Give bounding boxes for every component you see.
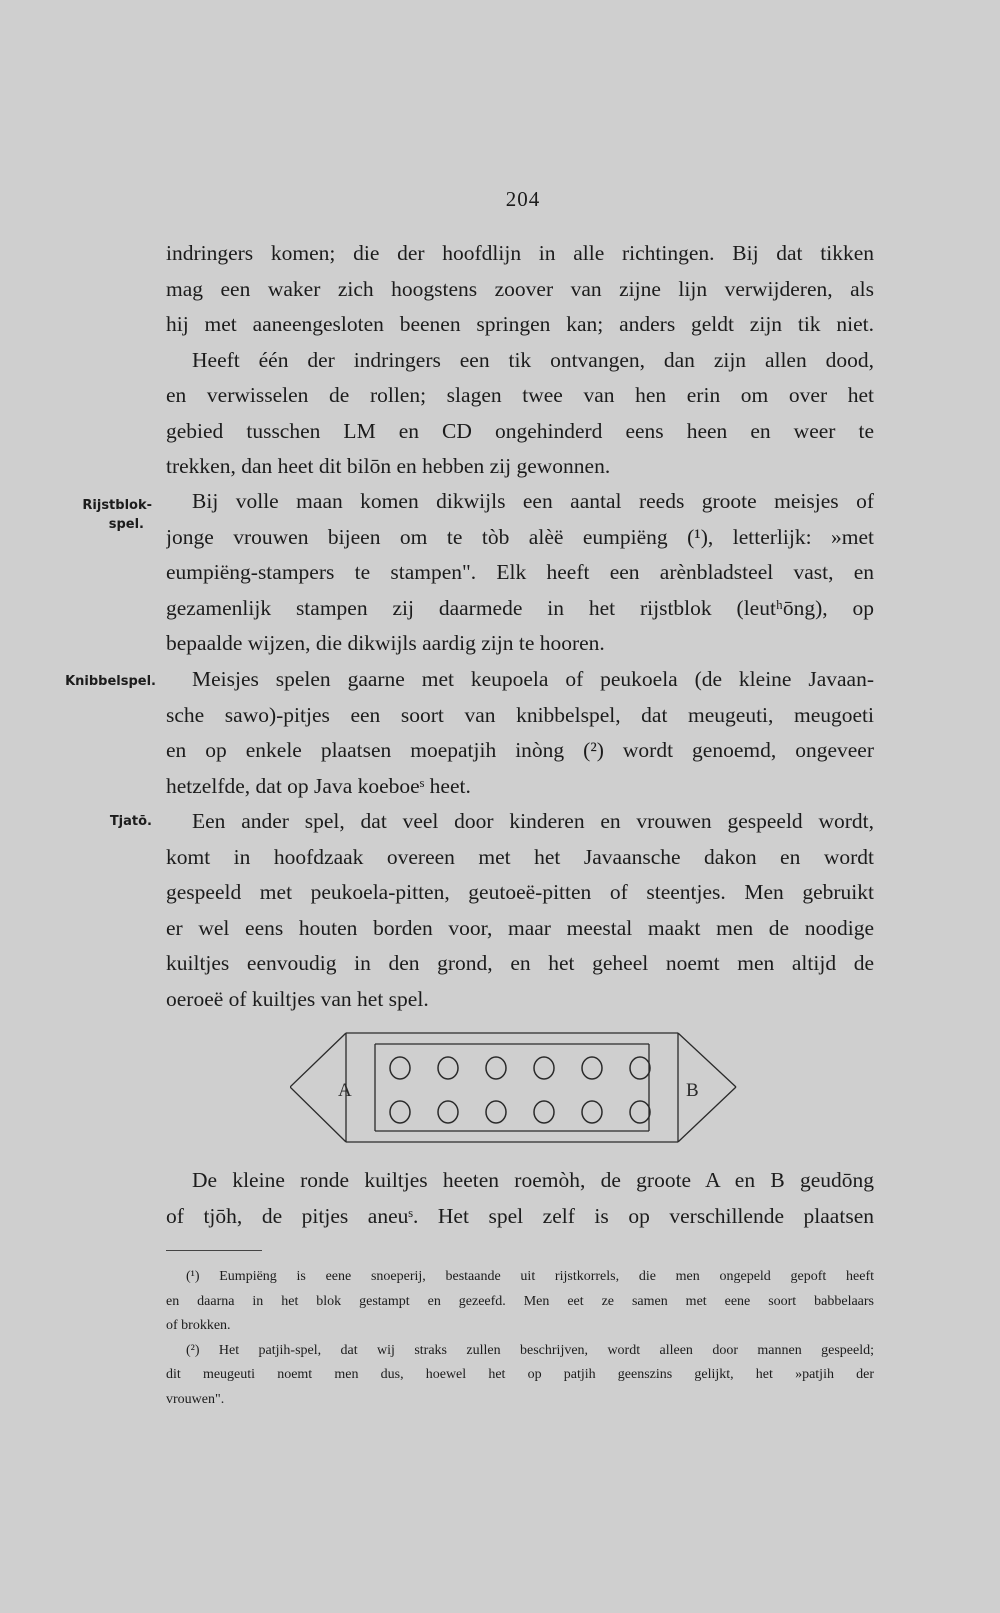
paragraph-4 (166, 804, 874, 1017)
board-outline (290, 1033, 736, 1142)
margin-note-tjato: Tjatō. (109, 814, 152, 829)
text-line: kuiltjes eenvoudig in den grond, en het geheel noemt men altijd de (166, 951, 874, 975)
paragraph-3 (166, 662, 874, 804)
board-hole (390, 1057, 410, 1079)
text-line: Meisjes spelen gaarne met keupoela of peukoela (de kleine Javaan- (192, 667, 874, 691)
footnote-line: vrouwen". (166, 1391, 225, 1407)
board-hole (438, 1101, 458, 1123)
dakon-board-figure (290, 1030, 740, 1145)
footnote-line: (²) Het patjih-spel, dat wij straks zullen beschrijven, wordt alleen door mannen gespeeld; (186, 1342, 874, 1358)
text-line: gebied tusschen LM en CD ongehinderd eens heen en weer te (166, 418, 874, 443)
paragraph-1 (166, 236, 874, 485)
text-line: of tjōh, de pitjes aneuˢ. Het spel zelf is op verschillende plaatsen (166, 1203, 874, 1228)
text-line: Een ander spel, dat veel door kinderen en vrouwen gespeeld wordt, (192, 809, 874, 833)
paragraph-2 (166, 484, 874, 662)
board-hole (582, 1101, 602, 1123)
board-hole (582, 1057, 602, 1079)
text-line: hij met aaneengesloten beenen springen kan; anders geldt zijn tik niet. (166, 312, 874, 336)
text-line: trekken, dan heet dit bilōn en hebben zij gewonnen. (166, 454, 611, 478)
paragraph-5 (166, 1163, 874, 1234)
text-line: De kleine ronde kuiltjes heeten roemòh, de groote A en B geudōng (192, 1168, 874, 1192)
text-line: jonge vrouwen bijeen om te tòb alèë eumpiëng (¹), letterlijk: »met (166, 524, 874, 549)
footnote-line: en daarna in het blok gestampt en gezeefd. Men eet ze samen met eene soort babbelaars (166, 1293, 874, 1309)
text-line: Heeft één der indringers een tik ontvangen, dan zijn allen dood, (192, 347, 874, 372)
footnote-line: (¹) Eumpiëng is eene snoeperij, bestaande uit rijstkorrels, die men ongepeld gepoft heeft (186, 1269, 874, 1284)
board-left-point-top (290, 1033, 346, 1087)
text-line: gespeeld met peukoela-pitten, geutoeë-pitten of steentjes. Men gebruikt (166, 880, 874, 904)
board-hole (390, 1101, 410, 1123)
margin-note-rijstblok (40, 496, 152, 534)
board-hole (438, 1057, 458, 1079)
text-line: gezamenlijk stampen zij daarmede in het rijstblok (leutʰōng), op (166, 595, 874, 620)
text-line: oeroeë of kuiltjes van het spel. (166, 986, 429, 1011)
text-line: en op enkele plaatsen moepatjih inòng (²) wordt genoemd, ongeveer (166, 738, 874, 762)
margin-note-rijstblok-line2: spel. (108, 517, 144, 532)
store-label-b: B (686, 1080, 699, 1101)
board-hole (486, 1057, 506, 1079)
text-line: sche sawo)-pitjes een soort van knibbelspel, dat meugeuti, meugoeti (166, 702, 874, 727)
board-hole (486, 1101, 506, 1123)
text-line: komt in hoofdzaak overeen met het Javaansche dakon en wordt (166, 844, 874, 869)
footnote-line: of brokken. (166, 1318, 231, 1333)
text-line: bepaalde wijzen, die dikwijls aardig zijn te hooren. (166, 631, 605, 655)
text-line: en verwisselen de rollen; slagen twee van hen erin om over het (166, 383, 874, 407)
text-line: hetzelfde, dat op Java koeboeˢ heet. (166, 773, 471, 798)
store-label-a: A (338, 1080, 352, 1101)
footnote-rule (166, 1250, 262, 1251)
footnotes (166, 1265, 874, 1412)
margin-note-knibbelspel: Knibbelspel. (65, 674, 156, 689)
board-hole (630, 1057, 650, 1079)
margin-note-rijstblok-line1: Rijstblok- (82, 498, 152, 513)
text-line: mag een waker zich hoogstens zoover van zijne lijn verwijderen, als (166, 276, 874, 301)
page-number: 204 (505, 187, 541, 211)
footnote-line: dit meugeuti noemt men dus, hoewel het op patjih geenszins gelijkt, het »patjih der (166, 1367, 874, 1382)
board-hole (630, 1101, 650, 1123)
text-line: indringers komen; die der hoofdlijn in alle richtingen. Bij dat tikken (166, 241, 874, 265)
text-line: Bij volle maan komen dikwijls een aantal reeds groote meisjes of (192, 489, 874, 513)
text-line: eumpiëng-stampers te stampen". Elk heeft een arènbladsteel vast, en (166, 560, 874, 584)
board-hole (534, 1057, 554, 1079)
board-hole (534, 1101, 554, 1123)
board-right-point-top (678, 1033, 736, 1087)
text-line: er wel eens houten borden voor, maar meestal maakt men de noodige (166, 915, 874, 940)
board-holes (390, 1057, 650, 1123)
